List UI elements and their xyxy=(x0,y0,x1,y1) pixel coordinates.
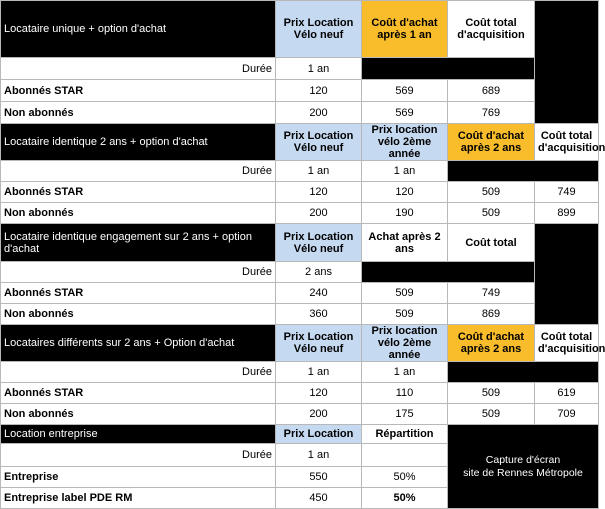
row-label: Abonnés STAR xyxy=(1,283,276,304)
table-cell: 550 xyxy=(276,467,362,488)
section-header-row xyxy=(1,425,599,444)
table-cell: 110 xyxy=(362,383,448,404)
column-header: Prix Location Vélo neuf xyxy=(276,224,362,262)
duree-value: 2 ans xyxy=(276,262,362,283)
black-filler xyxy=(448,161,599,182)
column-header: Coût d'achat après 2 ans xyxy=(448,325,535,362)
duree-label: Durée xyxy=(1,161,276,182)
column-header: Coût total d'acquisition xyxy=(535,124,599,161)
duree-row xyxy=(1,161,599,182)
duree-label: Durée xyxy=(1,262,276,283)
table-cell: 200 xyxy=(276,404,362,425)
table-cell: 175 xyxy=(362,404,448,425)
table-cell: 120 xyxy=(276,182,362,203)
black-filler xyxy=(535,224,599,325)
black-filler xyxy=(362,262,535,283)
table-cell: 619 xyxy=(535,383,599,404)
duree-label: Durée xyxy=(1,362,276,383)
section-header-row xyxy=(1,325,599,362)
table-cell: 509 xyxy=(362,304,448,325)
table-cell: 200 xyxy=(276,102,362,124)
column-header: Achat après 2 ans xyxy=(362,224,448,262)
table-row xyxy=(1,203,599,224)
duree-value: 1 an xyxy=(276,444,362,467)
row-label: Non abonnés xyxy=(1,404,276,425)
section-title: Locataire identique engagement sur 2 ans + option d'achat xyxy=(1,224,276,262)
table-cell: 240 xyxy=(276,283,362,304)
column-header: Prix Location Vélo neuf xyxy=(276,1,362,58)
table-cell: 689 xyxy=(448,80,535,102)
column-header: Coût d'achat après 2 ans xyxy=(448,124,535,161)
table-cell: 509 xyxy=(448,203,535,224)
table-cell: 190 xyxy=(362,203,448,224)
row-label: Entreprise label PDE RM xyxy=(1,488,276,509)
table-row xyxy=(1,304,599,325)
table-cell: 200 xyxy=(276,203,362,224)
row-label: Non abonnés xyxy=(1,203,276,224)
row-label: Abonnés STAR xyxy=(1,383,276,404)
row-label: Non abonnés xyxy=(1,102,276,124)
table-cell: 120 xyxy=(276,80,362,102)
table-cell: 450 xyxy=(276,488,362,509)
row-label: Entreprise xyxy=(1,467,276,488)
screenshot-watermark xyxy=(448,425,599,509)
black-filler xyxy=(448,362,599,383)
table-cell: 749 xyxy=(448,283,535,304)
table-row xyxy=(1,383,599,404)
duree-label: Durée xyxy=(1,58,276,80)
row-label: Abonnés STAR xyxy=(1,182,276,203)
table-row xyxy=(1,80,599,102)
watermark-line2: site de Rennes Métropole xyxy=(463,466,583,479)
duree-value: 1 an xyxy=(276,362,362,383)
duree-label: Durée xyxy=(1,444,276,467)
table-row xyxy=(1,102,599,124)
section-header-row xyxy=(1,224,599,262)
table-cell: 509 xyxy=(448,182,535,203)
table-cell: 120 xyxy=(276,383,362,404)
column-header: Coût d'achat après 1 an xyxy=(362,1,448,58)
table-cell: 769 xyxy=(448,102,535,124)
table-cell: 569 xyxy=(362,80,448,102)
duree-row xyxy=(1,262,599,283)
column-header: Prix location vélo 2ème année xyxy=(362,124,448,161)
row-label: Non abonnés xyxy=(1,304,276,325)
section-title: Locataire unique + option d'achat xyxy=(1,1,276,58)
column-header: Coût total d'acquisition xyxy=(448,1,535,58)
table-cell: 509 xyxy=(448,383,535,404)
black-filler xyxy=(535,1,599,124)
watermark-line1: Capture d'écran xyxy=(485,453,561,466)
table-cell: 120 xyxy=(362,182,448,203)
duree-row xyxy=(1,362,599,383)
table-row xyxy=(1,404,599,425)
column-header: Prix Location xyxy=(276,425,362,444)
column-header: Répartition xyxy=(362,425,448,444)
section-title: Locataires différents sur 2 ans + Option d'achat xyxy=(1,325,276,362)
section-header-row xyxy=(1,124,599,161)
duree-value: 1 an xyxy=(362,362,448,383)
column-header: Coût total d'acquisition xyxy=(535,325,599,362)
section-header-row xyxy=(1,1,599,58)
table-cell: 709 xyxy=(535,404,599,425)
table-row xyxy=(1,182,599,203)
table-cell: 569 xyxy=(362,102,448,124)
empty-cell xyxy=(362,444,448,467)
table-cell: 360 xyxy=(276,304,362,325)
duree-value: 1 an xyxy=(362,161,448,182)
section-title: Locataire identique 2 ans + option d'achat xyxy=(1,124,276,161)
table-cell: 50% xyxy=(362,488,448,509)
column-header: Prix location vélo 2ème année xyxy=(362,325,448,362)
table-cell: 869 xyxy=(448,304,535,325)
duree-value: 1 an xyxy=(276,161,362,182)
duree-value: 1 an xyxy=(276,58,362,80)
column-header: Coût total xyxy=(448,224,535,262)
duree-row xyxy=(1,58,599,80)
table-cell: 899 xyxy=(535,203,599,224)
section-title: Location entreprise xyxy=(1,425,276,444)
table-cell: 509 xyxy=(448,404,535,425)
table-cell: 509 xyxy=(362,283,448,304)
table-cell: 749 xyxy=(535,182,599,203)
row-label: Abonnés STAR xyxy=(1,80,276,102)
column-header: Prix Location Vélo neuf xyxy=(276,124,362,161)
table-row xyxy=(1,283,599,304)
black-filler xyxy=(362,58,535,80)
column-header: Prix Location Vélo neuf xyxy=(276,325,362,362)
table-cell: 50% xyxy=(362,467,448,488)
